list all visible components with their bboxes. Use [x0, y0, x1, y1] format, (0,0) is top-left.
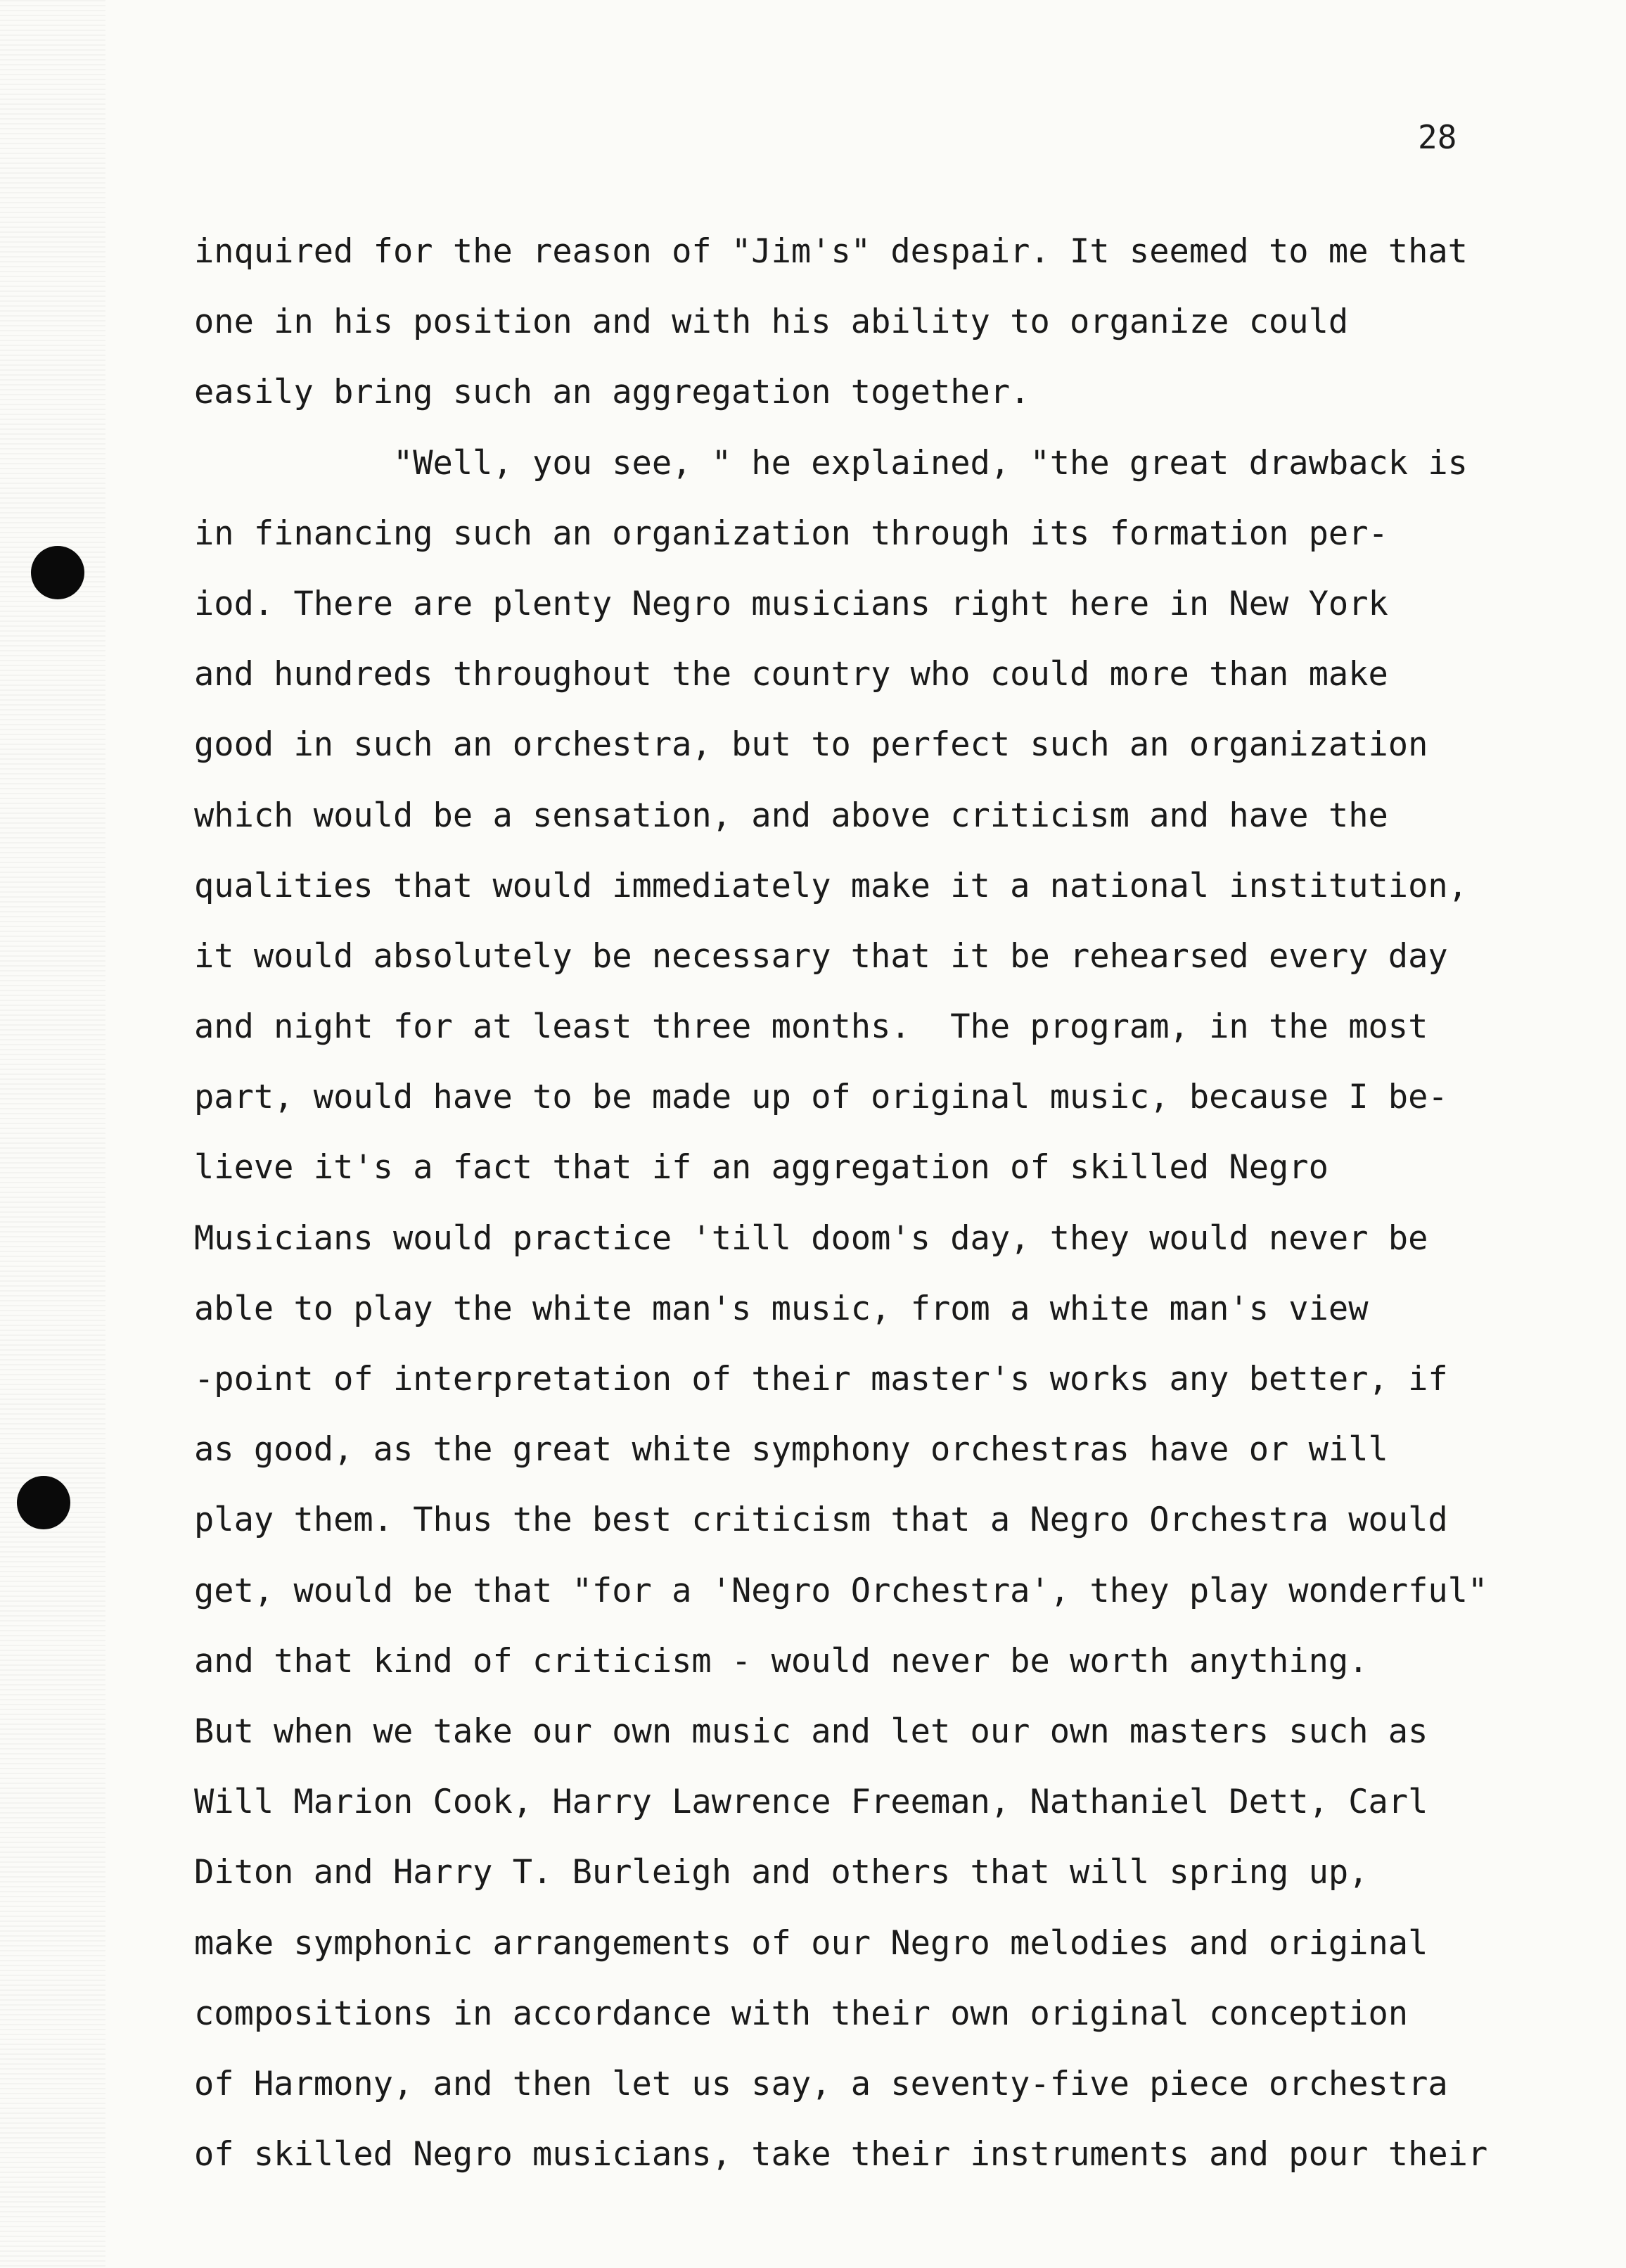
text-line: play them. Thus the best criticism that a Negro Orchestra would: [194, 1501, 1448, 1540]
text-line: easily bring such an aggregation together.: [194, 373, 1030, 412]
text-line: and that kind of criticism - would never be worth anything.: [194, 1641, 1369, 1681]
page-number: 28: [1418, 118, 1457, 156]
text-line: able to play the white man's music, from a white man's view: [194, 1289, 1369, 1328]
text-line: of skilled Negro musicians, take their instruments and pour their: [194, 2135, 1488, 2174]
text-line: But when we take our own music and let our own masters such as: [194, 1712, 1428, 1751]
text-line: -point of interpretation of their master's works any better, if: [194, 1360, 1448, 1399]
text-line: Will Marion Cook, Harry Lawrence Freeman, Nathaniel Dett, Carl: [194, 1783, 1428, 1822]
text-line: qualities that would immediately make it a national institution,: [194, 866, 1468, 905]
text-line: lieve it's a fact that if an aggregation of skilled Negro: [194, 1148, 1329, 1187]
text-line: make symphonic arrangements of our Negro melodies and original: [194, 1923, 1428, 1963]
text-line: of Harmony, and then let us say, a seventy-five piece orchestra: [194, 2064, 1448, 2103]
text-line: as good, as the great white symphony orchestras have or will: [194, 1430, 1388, 1470]
typed-text-body: [194, 217, 1573, 2190]
text-line: get, would be that "for a 'Negro Orchestra', they play wonderful": [194, 1571, 1488, 1610]
text-line: and hundreds throughout the country who could more than make: [194, 655, 1388, 694]
text-line: iod. There are plenty Negro musicians right here in New York: [194, 584, 1388, 623]
text-line: Musicians would practice 'till doom's day, they would never be: [194, 1218, 1428, 1258]
text-line: compositions in accordance with their own original conception: [194, 1994, 1409, 2033]
text-line: one in his position and with his ability to organize could: [194, 302, 1349, 342]
text-line: "Well, you see, " he explained, "the great drawback is: [194, 443, 1468, 483]
text-line: which would be a sensation, and above criticism and have the: [194, 796, 1388, 835]
punch-hole-top: [31, 546, 84, 599]
text-line: good in such an orchestra, but to perfect such an organization: [194, 725, 1428, 765]
binding-margin-speckle: [0, 0, 105, 2268]
punch-hole-bottom: [17, 1476, 70, 1529]
text-line: it would absolutely be necessary that it be rehearsed every day: [194, 936, 1448, 976]
text-line: Diton and Harry T. Burleigh and others that will spring up,: [194, 1853, 1369, 1892]
text-line: inquired for the reason of "Jim's" despair. It seemed to me that: [194, 232, 1468, 271]
text-line: and night for at least three months. The program, in the most: [194, 1007, 1428, 1047]
text-line: in financing such an organization through its formation per-: [194, 514, 1388, 553]
text-line: part, would have to be made up of original music, because I be-: [194, 1078, 1448, 1117]
